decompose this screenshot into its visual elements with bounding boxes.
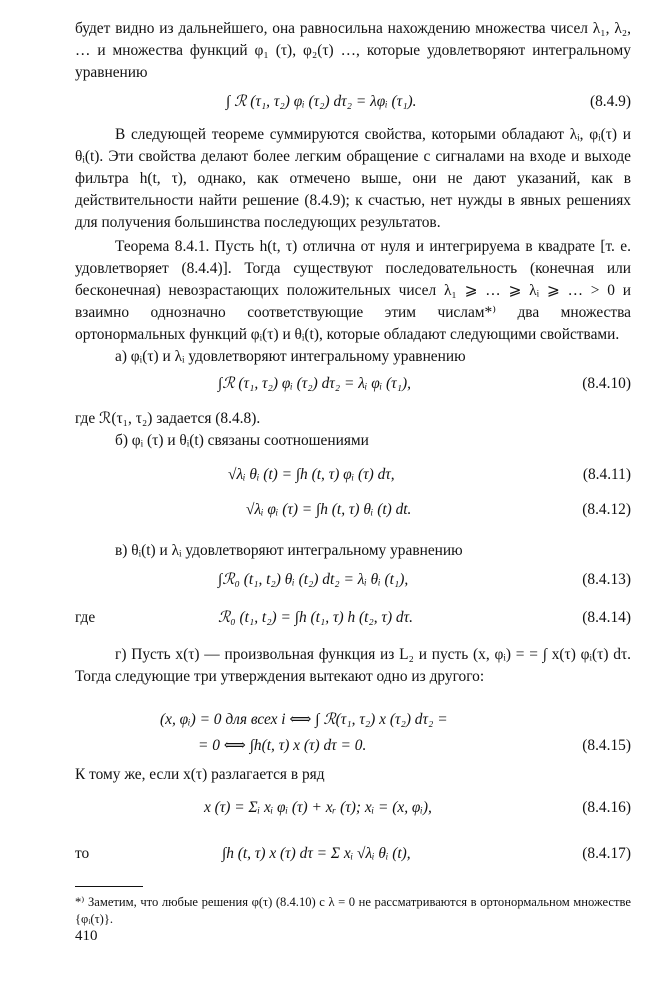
paragraph-expansion: К тому же, если x(τ) разлагается в ряд (75, 766, 325, 783)
equation-8-4-14: ℛ₀ (t₁, t₂) = ∫h (t₁, τ) h (t₂, τ) dτ. (218, 609, 413, 626)
equation-number-8-4-10: (8.4.10) (582, 375, 631, 392)
equation-number-8-4-17: (8.4.17) (582, 845, 631, 862)
equation-8-4-10: ∫ℛ (τ₁, τ₂) φᵢ (τ₂) dτ₂ = λᵢ φᵢ (τ₁), (218, 375, 411, 392)
equation-8-4-11: √λᵢ θᵢ (t) = ∫h (t, τ) φᵢ (τ) dτ, (228, 466, 395, 483)
equation-8-4-9: ∫ ℛ (τ₁, τ₂) φᵢ (τ₂) dτ₂ = λφᵢ (τ₁). (226, 93, 417, 110)
equation-number-8-4-13: (8.4.13) (582, 571, 631, 588)
footnote: *⁾ Заметим, что любые решения φ(τ) (8.4.10) с λ = 0 не рассматриваются в ортонормальном множестве {φᵢ(τ)}. (75, 895, 631, 926)
equation-8-4-17: ∫h (t, τ) x (τ) dτ = Σ xᵢ √λᵢ θᵢ (t), (222, 845, 411, 862)
equation-8-4-15-line2: = 0 ⟺ ∫h(t, τ) x (τ) dτ = 0. (198, 737, 367, 754)
item-v: в) θᵢ(t) и λᵢ удовлетворяют интегральному уравнению (115, 542, 463, 559)
equation-8-4-15-line1: (x, φᵢ) = 0 для всех i ⟺ ∫ ℛ(τ₁, τ₂) x (τ₂) dτ₂ = (160, 711, 448, 728)
page-number: 410 (75, 928, 98, 944)
equation-number-8-4-16: (8.4.16) (582, 799, 631, 816)
paragraph-properties: В следующей теореме суммируются свойства, которыми обладают λᵢ, φᵢ(τ) и θᵢ(t). Эти свойства делают более легким обращение с сигналами на входе и выходе фильтра h(t, τ), однако, как отмечено выше, они не дают указаний, как в действительности найти решение (8.4.9); к счастью, нет нужды в явных решениях для получения большинства последующих результатов. (75, 126, 631, 231)
item-a: а) φᵢ(τ) и λᵢ удовлетворяют интегральному уравнению (115, 348, 466, 365)
item-b: б) φᵢ (τ) и θᵢ(t) связаны соотношениями (115, 432, 369, 449)
paragraph-intro: будет видно из дальнейшего, она равносильна нахождению множества чисел λ₁, λ₂, … и множества функций φ₁ (τ), φ₂(τ) …, которые удовлетворяют интегральному уравнению (75, 20, 631, 81)
equation-8-4-12: √λᵢ φᵢ (τ) = ∫h (t, τ) θᵢ (t) dt. (246, 501, 412, 518)
footnote-rule (75, 886, 143, 887)
equation-number-8-4-11: (8.4.11) (582, 466, 631, 483)
equation-8-4-13: ∫ℛ₀ (t₁, t₂) θᵢ (t₂) dt₂ = λᵢ θᵢ (t₁), (218, 571, 409, 588)
theorem-8-4-1: Теорема 8.4.1. Пусть h(t, τ) отлична от нуля и интегрируема в квадрате [т. е. удовлетворяет (8.4.4)]. Тогда существуют последовательность (конечная или бесконечная) невозрастающих положительных чисел λ₁ ⩾ … ⩾ λᵢ ⩾ … > 0 и взаимно однозначно соответствующие этим числам*⁾ два множества ортонормальных функций φᵢ(τ) и θᵢ(t), которые обладают следующими свойствами. (75, 238, 631, 343)
where-label: где (75, 609, 96, 626)
equation-8-4-16: x (τ) = Σᵢ xᵢ φᵢ (τ) + xᵣ (τ); xᵢ = (x, φᵢ), (204, 799, 432, 816)
then-label: то (75, 845, 90, 862)
equation-number-8-4-9: (8.4.9) (589, 93, 631, 110)
equation-number-8-4-12: (8.4.12) (582, 501, 631, 518)
equation-number-8-4-15: (8.4.15) (582, 737, 631, 754)
item-a-where: где ℛ(τ₁, τ₂) задается (8.4.8). (75, 410, 261, 427)
equation-number-8-4-14: (8.4.14) (582, 609, 631, 626)
item-g: г) Пусть x(τ) — произвольная функция из L₂ и пусть (x, φᵢ) = = ∫ x(τ) φᵢ(τ) dτ. Тогда следующие три утверждения вытекают одно из другого: (75, 646, 631, 685)
